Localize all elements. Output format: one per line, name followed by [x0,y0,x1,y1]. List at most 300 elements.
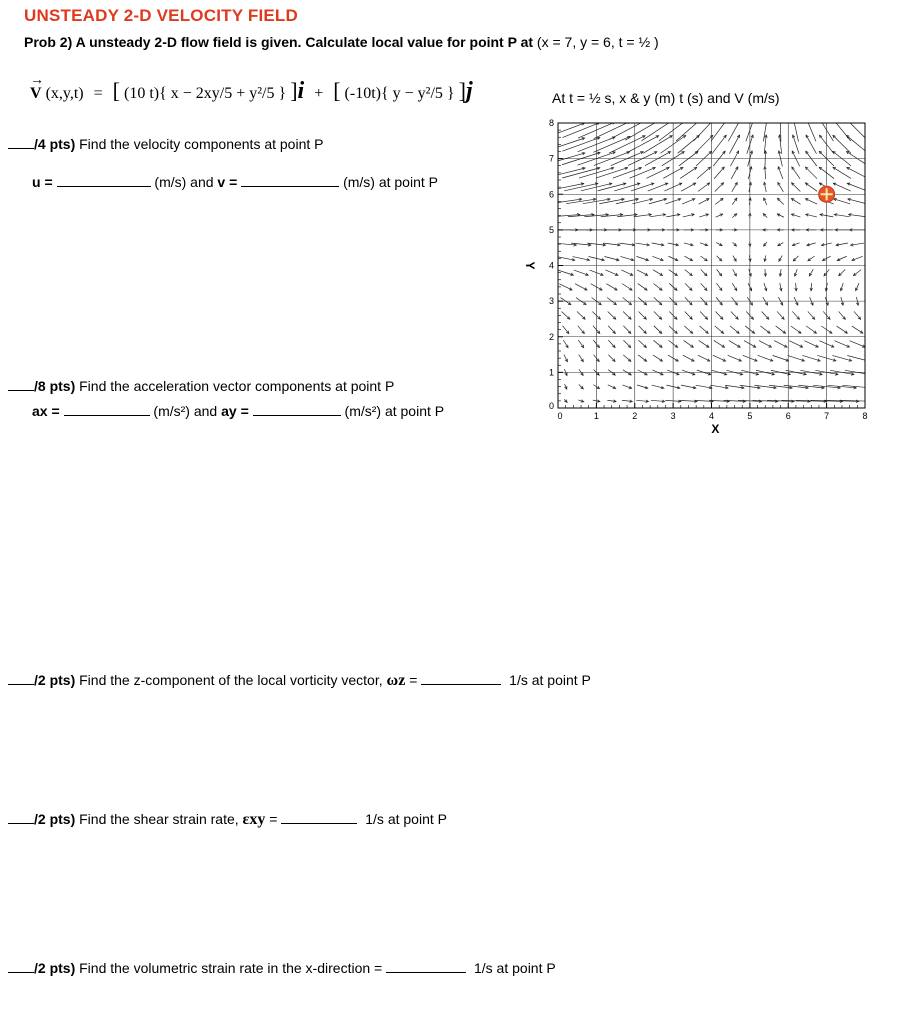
vector-arrow [563,340,568,348]
vector-arrow [729,135,739,154]
arrow-shaft [842,385,872,388]
vector-arrow [604,256,618,260]
vector-arrow [623,340,630,347]
arrow-shaft [780,119,781,142]
vector-arrow [728,119,740,141]
vector-arrow [731,311,738,319]
arrow-shaft [834,341,849,347]
vector-arrow [837,326,848,333]
vector-arrow [732,198,737,205]
arrow-head [765,119,768,122]
equation-note: At t = ½ s, x & y (m) t (s) and V (m/s) [552,90,780,106]
vector-arrow [732,182,737,191]
unit-j: j [465,78,473,104]
vector-arrow [636,400,648,403]
arrow-shaft [834,199,851,204]
arrow-shaft [621,270,633,275]
arrow-shaft [777,198,783,204]
vector-arrow [622,400,632,403]
arrow-shaft [684,326,692,334]
vector-arrow [636,243,650,246]
vector-arrow [654,312,662,320]
arrow-shaft [806,326,816,333]
vector-arrow [792,229,800,232]
vector-arrow [579,384,583,388]
problem-label: Prob 2) A unsteady 2-D flow field is given. Calculate local value for point P at [24,34,534,50]
vector-arrow [713,355,726,361]
arrow-shaft [730,326,739,333]
score-blank[interactable] [8,672,34,685]
v-answer-blank[interactable] [241,174,339,187]
vector-arrow [684,243,693,246]
arrow-head [738,119,740,122]
arrow-shaft [758,355,773,361]
vector-arrow [764,198,767,205]
arrow-head [657,120,660,122]
arrow-shaft [577,312,585,320]
vector-arrow [578,400,583,402]
vector-arrow [699,340,709,347]
vector-arrow [639,326,647,334]
vector-arrow [684,326,692,334]
vector-arrow [764,269,767,276]
vector-arrow [849,214,866,217]
arrow-shaft [847,183,867,191]
vector-arrow [779,119,782,142]
arrow-shaft [623,326,630,334]
arrow-shaft [653,355,662,361]
vector-arrow [806,326,816,333]
vector-arrow [732,283,737,290]
arrow-shaft [639,312,647,320]
x-tick-label: 2 [632,411,638,421]
plot-ticks [549,118,868,421]
j-term: (-10t){ y − y²/5 } [344,85,455,102]
vector-arrow [680,167,697,178]
arrow-shaft [715,326,724,333]
vector-arrow [714,340,725,347]
arrow-shaft [697,167,710,178]
vector-arrow [850,229,866,232]
vector-arrow [808,311,815,319]
arrow-shaft [682,199,695,204]
page-title: UNSTEADY 2-D VELOCITY FIELD [24,6,298,25]
arrow-head [872,400,875,403]
vector-arrow [608,385,616,389]
vector-arrow [681,385,696,389]
vector-arrow [802,355,820,361]
equation-args: (x,y,t) [45,85,84,102]
vector-arrow [777,311,784,319]
answer-line-acceleration: ax = (m/s²) and ay = (m/s²) at point P [32,403,445,419]
i-term: (10 t){ x − 2xy/5 + y²/5 } [123,85,287,102]
y-tick-label: 3 [548,296,554,307]
vector-arrow [683,229,693,232]
vector-arrow [613,167,642,178]
vector-arrow [563,326,569,334]
vector-arrow [793,256,798,261]
arrow-shaft [848,199,867,204]
vector-arrow [698,355,710,361]
vector-arrow [621,270,633,275]
arrow-shaft [728,355,742,361]
y-tick-label: 1 [548,367,554,378]
score-blank[interactable] [8,378,34,391]
vector-arrow [564,399,567,402]
arrow-head [671,119,674,122]
vector-arrow [622,284,632,291]
vector-arrow [651,400,665,403]
arrow-shaft [614,183,639,191]
u-answer-blank[interactable] [57,174,151,187]
vector-arrow [574,270,588,275]
arrow-shaft [699,199,709,205]
unit-i: i [297,78,305,104]
arrow-shaft [854,311,861,319]
arrow-shaft [694,119,715,141]
vector-arrow [716,214,723,217]
vector-arrow [809,269,813,276]
vector-field-plot [520,115,880,435]
vector-arrow [699,199,709,205]
arrow-shaft [622,284,632,291]
arrow-shaft [793,119,798,142]
y-tick-label: 0 [548,401,554,411]
arrow-shaft [608,312,616,320]
vector-arrow [762,311,769,319]
vector-arrow [697,167,710,178]
vector-arrow [701,283,707,290]
vector-arrow [637,385,648,389]
y-tick-label: 5 [548,224,554,235]
arrow-shaft [808,311,815,319]
vector-arrow [685,283,692,290]
vorticity-answer-blank[interactable] [421,672,501,685]
vector-arrow [731,167,738,179]
vector-arrow [701,270,707,276]
vector-arrow [840,283,843,291]
vector-arrow [651,229,665,232]
problem-point: (x = 7, y = 6, t = ½ ) [536,34,659,50]
arrow-head [867,373,870,376]
vector-arrow [791,326,801,333]
y-tick-label: 6 [548,189,554,200]
vector-arrow [618,229,635,232]
vector-arrow [638,355,647,361]
vector-arrow [778,167,783,179]
vector-arrow [760,326,770,333]
vector-arrow [792,167,800,179]
vector-arrow [764,182,767,192]
vector-arrow [733,242,737,246]
vector-arrow [732,229,737,232]
score-blank[interactable] [8,960,34,973]
vector-arrow [759,341,771,348]
vector-arrow [764,167,767,179]
vector-v: → V [30,73,44,102]
vector-arrow [700,243,708,246]
arrow-shaft [594,122,630,139]
arrow-shaft [653,270,662,276]
vector-arrow [774,341,787,348]
arrow-shaft [699,326,708,334]
shear-answer-blank[interactable] [281,811,357,824]
vector-arrow [847,183,867,191]
arrow-shaft [729,135,739,154]
x-tick-label: 7 [824,411,830,421]
vector-arrow [717,256,722,261]
vector-arrow [717,269,722,275]
arrow-shaft [806,135,816,154]
arrow-shaft [700,311,707,319]
arrow-shaft [792,311,799,319]
vector-arrow [694,119,715,141]
vector-arrow [834,341,849,348]
vector-arrow [792,183,801,192]
vector-arrow [789,341,802,347]
vector-arrow [711,119,727,141]
arrow-shaft [802,355,820,360]
vector-arrow [777,198,783,204]
vector-arrow [779,256,782,262]
arrow-shaft [654,283,663,290]
vector-arrow [848,198,867,204]
vector-arrow [795,283,798,291]
y-tick-label: 8 [548,118,554,128]
arrow-shaft [839,270,845,276]
vector-arrow [792,311,799,319]
vector-arrow [579,355,584,362]
arrow-shaft [732,182,737,191]
arrow-shaft [643,136,672,154]
vector-arrow [839,311,846,319]
vector-arrow [699,214,708,217]
vector-arrow [810,283,813,291]
arrow-shaft [773,355,789,361]
arrow-shaft [712,135,726,153]
vector-arrow [617,213,637,216]
arrow-shaft [605,270,617,275]
vector-arrow [700,229,708,232]
arrow-shaft [805,183,817,191]
arrow-shaft [626,136,659,153]
vector-arrow [700,311,707,319]
vector-arrow [763,229,768,232]
arrow-head [698,119,701,122]
vector-arrow [639,312,647,320]
vector-arrow [652,256,663,260]
vector-arrow [632,198,652,204]
vector-arrow [791,198,800,204]
vector-arrow-icon: → [30,73,44,88]
vector-arrow [806,214,817,217]
y-tick-label: 7 [548,153,554,164]
vector-arrow [682,199,695,204]
vector-arrow [779,269,782,276]
vector-arrow [622,385,631,389]
vector-arrow [607,400,616,403]
x-tick-label: 0 [557,411,563,421]
vector-arrow [856,283,860,291]
x-tick-label: 5 [747,411,753,421]
arrow-shaft [623,312,631,320]
vector-arrow [778,182,784,191]
question-volumetric-strain: /2 pts) Find the volumetric strain rate in the x-direction = 1/s at point P [8,960,556,976]
vector-arrow [776,326,786,333]
vector-arrow [806,229,816,232]
arrow-shaft [685,311,693,319]
vector-arrow [696,385,712,389]
arrow-shaft [613,168,642,179]
arrow-shaft [791,326,801,333]
arrow-shaft [713,355,726,361]
vector-arrow [594,122,630,139]
arrow-head [833,119,836,122]
vector-arrow [652,243,664,246]
vector-arrow [608,312,616,320]
arrow-shaft [695,135,713,153]
vector-arrow [562,312,570,320]
vector-arrow [749,213,752,218]
arrow-shaft [683,355,694,361]
vector-arrow [733,256,736,262]
arrow-shaft [759,341,771,348]
vector-arrow [805,167,817,179]
arrow-shaft [575,284,587,290]
vector-arrow [684,256,692,260]
arrow-shaft [623,355,631,361]
arrow-shaft [850,341,866,347]
question-velocity: /4 pts) Find the velocity components at point P [8,136,323,152]
arrow-shaft [608,355,615,362]
vector-arrow [715,311,722,319]
arrow-shaft [854,270,862,276]
arrow-shaft [774,341,787,348]
vector-arrow [578,340,583,348]
arrow-shaft [731,311,738,319]
x-tick-label: 6 [785,411,791,421]
arrow-shaft [776,326,786,333]
arrow-shaft [608,326,615,334]
arrow-shaft [573,257,590,261]
vector-arrow [623,326,630,334]
vector-arrow [681,183,696,191]
volumetric-answer-blank[interactable] [386,960,466,973]
vector-arrow [748,167,752,179]
ax-answer-blank[interactable] [64,403,150,416]
arrow-shaft [685,283,692,290]
vector-arrow [685,311,693,319]
vector-arrow [792,243,799,246]
arrow-shaft [852,326,863,333]
arrow-shaft [698,183,710,191]
vector-arrow [606,284,617,290]
vector-arrow [684,340,694,347]
arrow-shaft [777,311,784,319]
equation-equals: = [93,85,103,102]
vector-arrow [620,256,633,260]
vector-arrow [608,326,615,334]
vector-arrow [728,355,742,361]
vector-arrow [636,256,648,260]
vector-arrow [792,135,799,154]
x-tick-label: 8 [862,411,868,421]
vector-arrow [805,199,817,204]
vector-arrow [791,214,800,217]
y-tick-label: 4 [548,260,554,271]
vector-arrow [608,340,615,347]
arrow-head [711,119,714,122]
arrow-shaft [654,326,662,334]
arrow-shaft [630,168,656,179]
vector-arrow [559,284,572,290]
question-shear-strain: /2 pts) Find the shear strain rate, εxy = 1/s at point P [8,811,447,829]
vector-arrow [716,283,721,290]
arrow-shaft [701,283,707,290]
arrow-shaft [805,167,817,179]
arrow-shaft [550,199,582,204]
arrow-head [820,119,823,122]
ay-answer-blank[interactable] [253,403,341,416]
vector-arrow [619,243,634,246]
question-vorticity: /2 pts) Find the z-component of the local vorticity vector, ωz = 1/s at point P [8,672,591,690]
vector-arrow [764,283,767,291]
arrow-shaft [685,270,692,276]
arrow-shaft [598,183,626,190]
arrow-shaft [562,138,600,152]
vector-arrow [729,341,740,348]
vector-arrow [806,135,816,154]
arrow-shaft [562,123,599,138]
vector-arrow [716,243,722,246]
arrow-shaft [563,326,569,334]
vector-arrow [630,167,656,178]
vector-arrow [834,214,849,217]
vector-arrow [764,242,767,246]
arrow-shaft [574,270,588,275]
vector-arrow [763,214,767,218]
vector-arrow [603,243,620,246]
problem-statement [24,34,659,50]
x-tick-label: 4 [708,411,715,421]
vector-arrow [778,243,783,246]
omega-z-symbol: ωz [386,672,406,689]
vector-arrow [637,270,648,275]
vector-arrow [577,312,585,320]
arrow-shaft [609,136,645,153]
arrow-shaft [684,340,694,347]
x-axis-label: X [711,422,720,435]
arrow-shaft [763,119,767,142]
vector-arrow [654,283,663,290]
vector-arrow [652,385,664,389]
score-blank[interactable] [8,136,34,149]
vector-arrow [749,182,752,192]
arrow-shaft [559,284,572,290]
vector-arrow [565,384,567,389]
vector-arrow [780,283,783,291]
vector-arrow [700,256,707,261]
x-tick-label: 3 [670,411,676,421]
vector-arrow [578,326,585,334]
score-blank[interactable] [8,811,34,824]
vector-arrow [807,243,816,246]
arrow-shaft [715,311,722,319]
arrow-shaft [623,340,630,347]
vector-arrow [643,136,672,154]
vector-arrow [804,341,818,347]
epsilon-xy-symbol: εxy [242,811,266,828]
